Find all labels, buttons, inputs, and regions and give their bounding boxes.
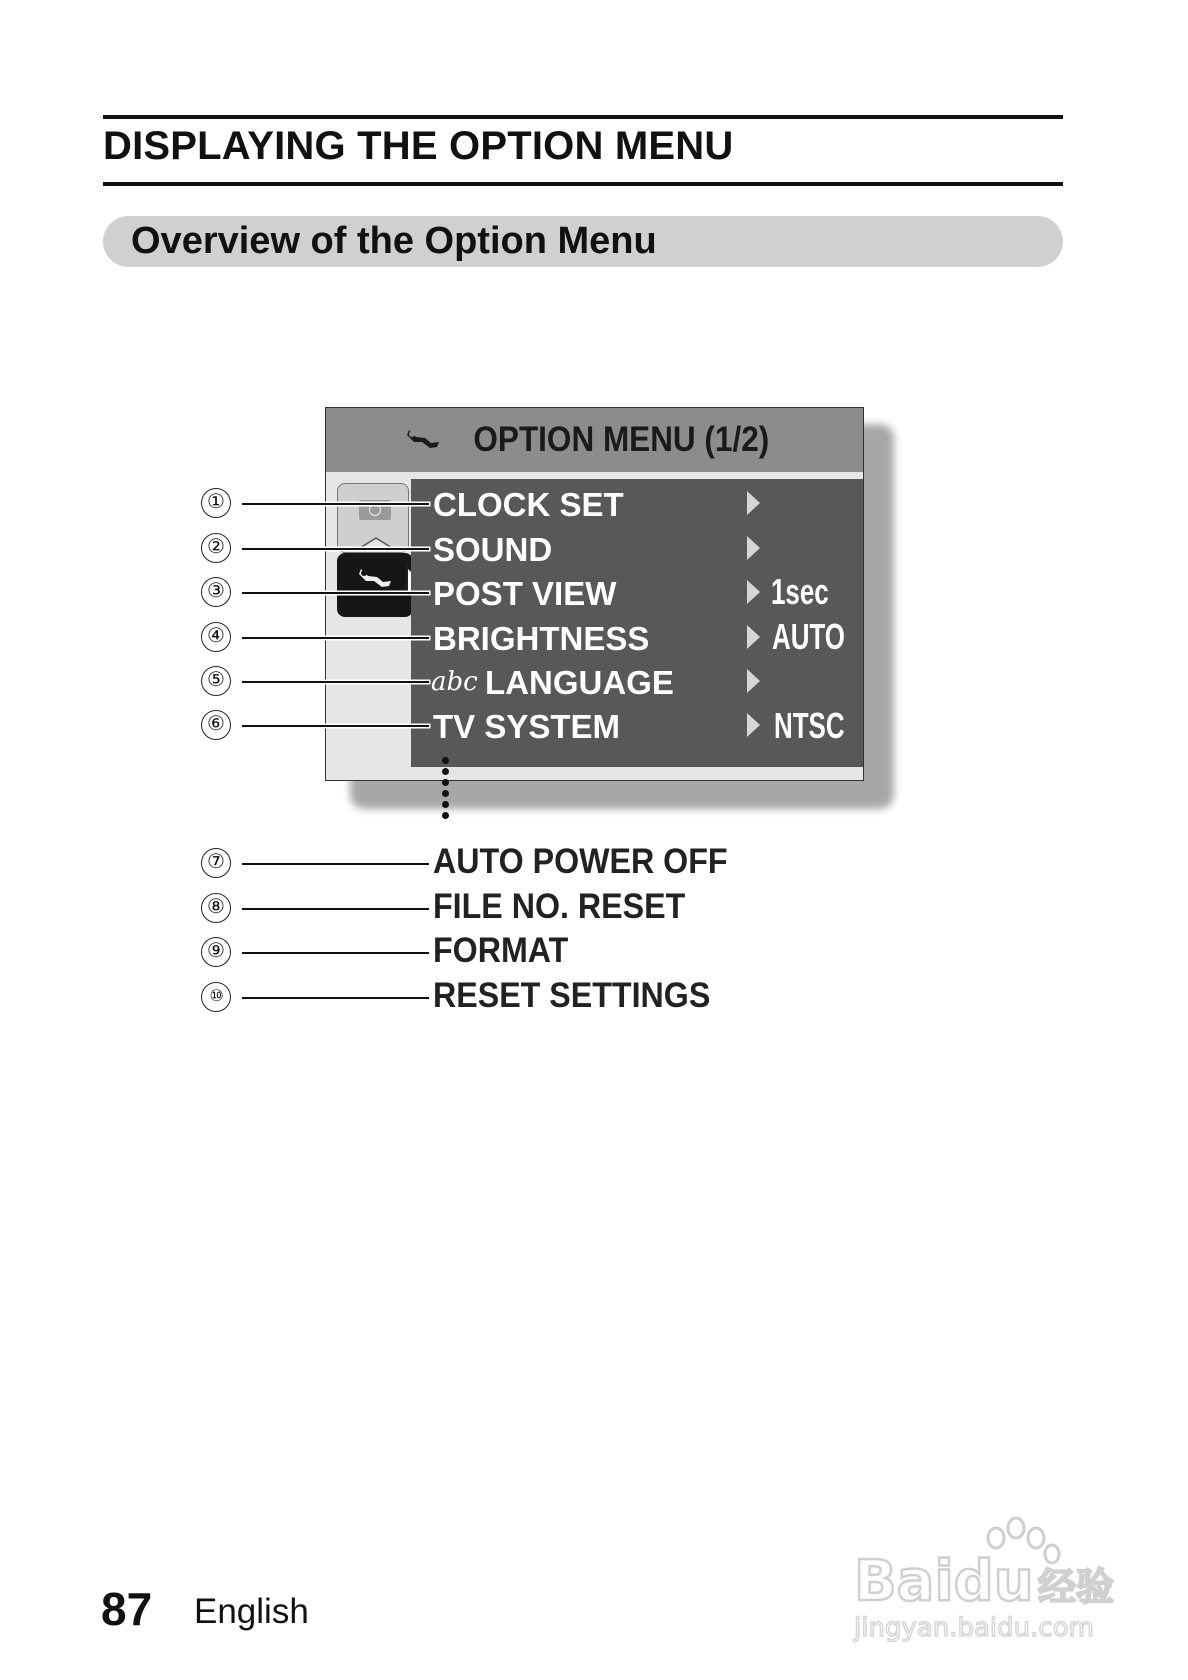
leader-line: [242, 908, 429, 910]
chevron-right-icon: [747, 713, 760, 737]
subsection-title: Overview of the Option Menu: [131, 220, 657, 262]
menu-item-brightness[interactable]: BRIGHTNESS: [433, 620, 650, 657]
tab-photo[interactable]: [337, 483, 409, 553]
watermark-url: jingyan.baidu.com: [854, 1613, 1094, 1643]
baidu-watermark-logo: [846, 1508, 1126, 1648]
callout-2: ②: [201, 533, 231, 563]
leader-line: [242, 863, 429, 865]
chevron-right-icon: [747, 536, 760, 560]
page-number: 87: [101, 1583, 153, 1635]
wrench-icon: [355, 565, 395, 593]
item-file-no-reset: FILE NO. RESET: [433, 887, 686, 926]
wrench-icon: [403, 426, 443, 454]
menu-item-sound[interactable]: SOUND: [433, 531, 553, 568]
chevron-right-icon: [747, 669, 760, 693]
chevron-right-icon: [747, 580, 760, 604]
screen-header: [326, 408, 863, 480]
item-auto-power-off: AUTO POWER OFF: [433, 842, 728, 881]
leader-line: [242, 503, 429, 505]
chevron-right-icon: [747, 625, 760, 649]
item-format: FORMAT: [433, 931, 569, 970]
leader-line: [242, 592, 429, 594]
menu-item-post-view[interactable]: POST VIEW: [433, 575, 617, 612]
callout-9: ⑨: [201, 937, 231, 967]
callout-7: ⑦: [201, 848, 231, 878]
section-title: DISPLAYING THE OPTION MENU: [103, 124, 734, 168]
post-view-value: 1sec: [771, 571, 829, 612]
callout-10: ⑩: [201, 982, 231, 1012]
watermark-brand: Baidu: [854, 1549, 1034, 1614]
tab-option[interactable]: [337, 553, 413, 617]
callout-8: ⑧: [201, 893, 231, 923]
language-abc-icon: abc: [431, 667, 478, 697]
title-underline: [103, 182, 1063, 186]
screen-header-title: OPTION MENU (1/2): [473, 420, 770, 459]
leader-line: [242, 548, 429, 550]
item-reset-settings: RESET SETTINGS: [433, 976, 711, 1015]
subsection-bar: [103, 216, 1063, 267]
tv-system-value: NTSC: [774, 705, 845, 746]
callout-3: ③: [201, 577, 231, 607]
callout-1: ①: [201, 488, 231, 518]
menu-item-clock-set[interactable]: CLOCK SET: [433, 486, 624, 523]
chevron-right-icon: [747, 491, 760, 515]
menu-item-tv-system[interactable]: TV SYSTEM: [433, 708, 621, 745]
leader-line: [242, 637, 429, 639]
leader-line: [242, 725, 429, 727]
menu-item-language[interactable]: LANGUAGE: [485, 664, 674, 701]
callout-4: ④: [201, 622, 231, 652]
callout-5: ⑤: [201, 666, 231, 696]
brightness-value: AUTO: [772, 616, 845, 657]
leader-line: [242, 952, 429, 954]
page-language: English: [194, 1592, 309, 1631]
leader-line: [242, 997, 429, 999]
leader-line: [242, 681, 429, 683]
callout-6: ⑥: [201, 710, 231, 740]
watermark-brand-cn: 经验: [1038, 1565, 1115, 1609]
top-rule: [103, 115, 1063, 119]
continuation-dots: [442, 757, 450, 823]
